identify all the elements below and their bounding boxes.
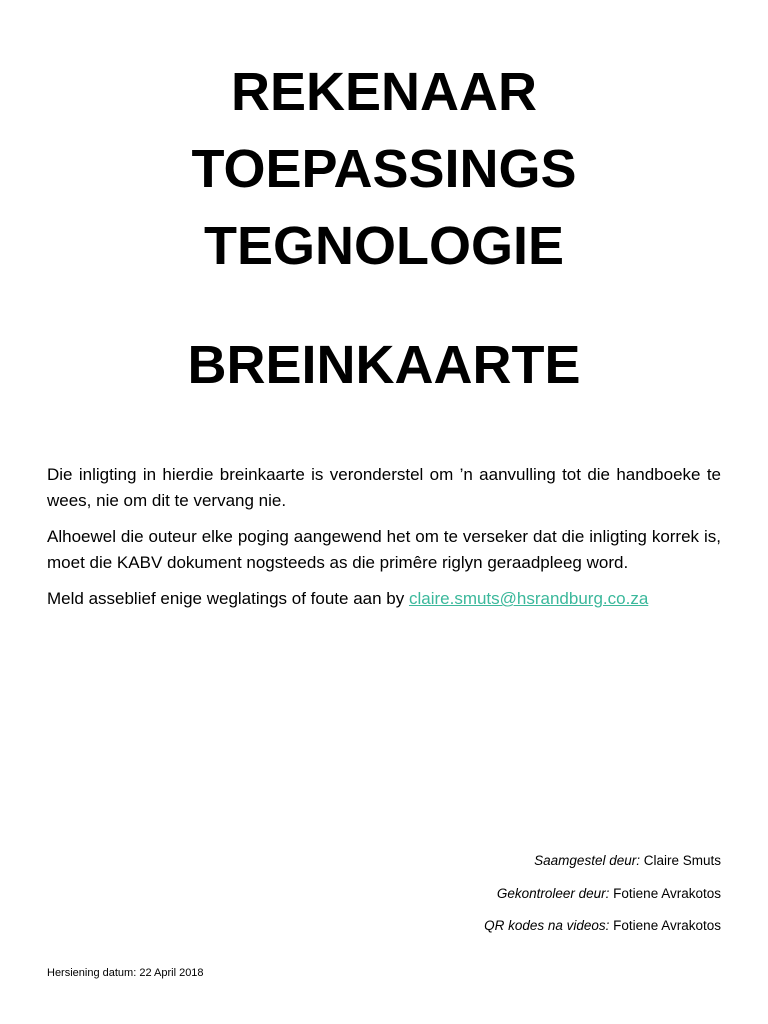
title-line-3: TEGNOLOGIE <box>203 216 565 276</box>
document-subtitle: BREINKAARTE <box>187 335 581 395</box>
title-line-1: REKENAAR <box>230 62 538 122</box>
credit-qr-codes <box>484 915 721 948</box>
report-errors-text: Meld asseblief enige weglatings of foute aan by <box>47 589 409 608</box>
credit-qr-value: Fotiene Avrakotos <box>609 918 721 933</box>
credit-compiled-label: Saamgestel deur: <box>534 853 640 868</box>
credit-compiled-by <box>484 850 721 883</box>
intro-paragraph-2: Alhoewel die outeur elke poging aangewend het om te verseker dat die inligting korrek is, moet die KABV dokument nogsteeds as die primêre riglyn geraadpleeg word. <box>47 527 721 572</box>
credit-checked-label: Gekontroleer deur: <box>496 885 610 901</box>
credit-compiled-value: Claire Smuts <box>639 853 721 868</box>
intro-text <box>47 462 721 622</box>
intro-paragraph-1: Die inligting in hierdie breinkaarte is veronderstel om ’n aanvulling tot die handboeke te wees, nie om dit te vervang nie. <box>47 465 721 510</box>
intro-paragraph-3 <box>47 586 721 612</box>
title-line-2: TOEPASSINGS <box>191 139 577 199</box>
revision-date: Hersiening datum: 22 April 2018 <box>47 967 204 979</box>
credit-checked-by <box>484 883 721 916</box>
document-title <box>0 54 768 285</box>
credit-checked-value: Fotiene Avrakotos <box>609 885 721 901</box>
email-link[interactable]: claire.smuts@hsrandburg.co.za <box>408 589 649 608</box>
credits <box>484 850 721 948</box>
credit-qr-label: QR kodes na videos: <box>484 918 610 933</box>
